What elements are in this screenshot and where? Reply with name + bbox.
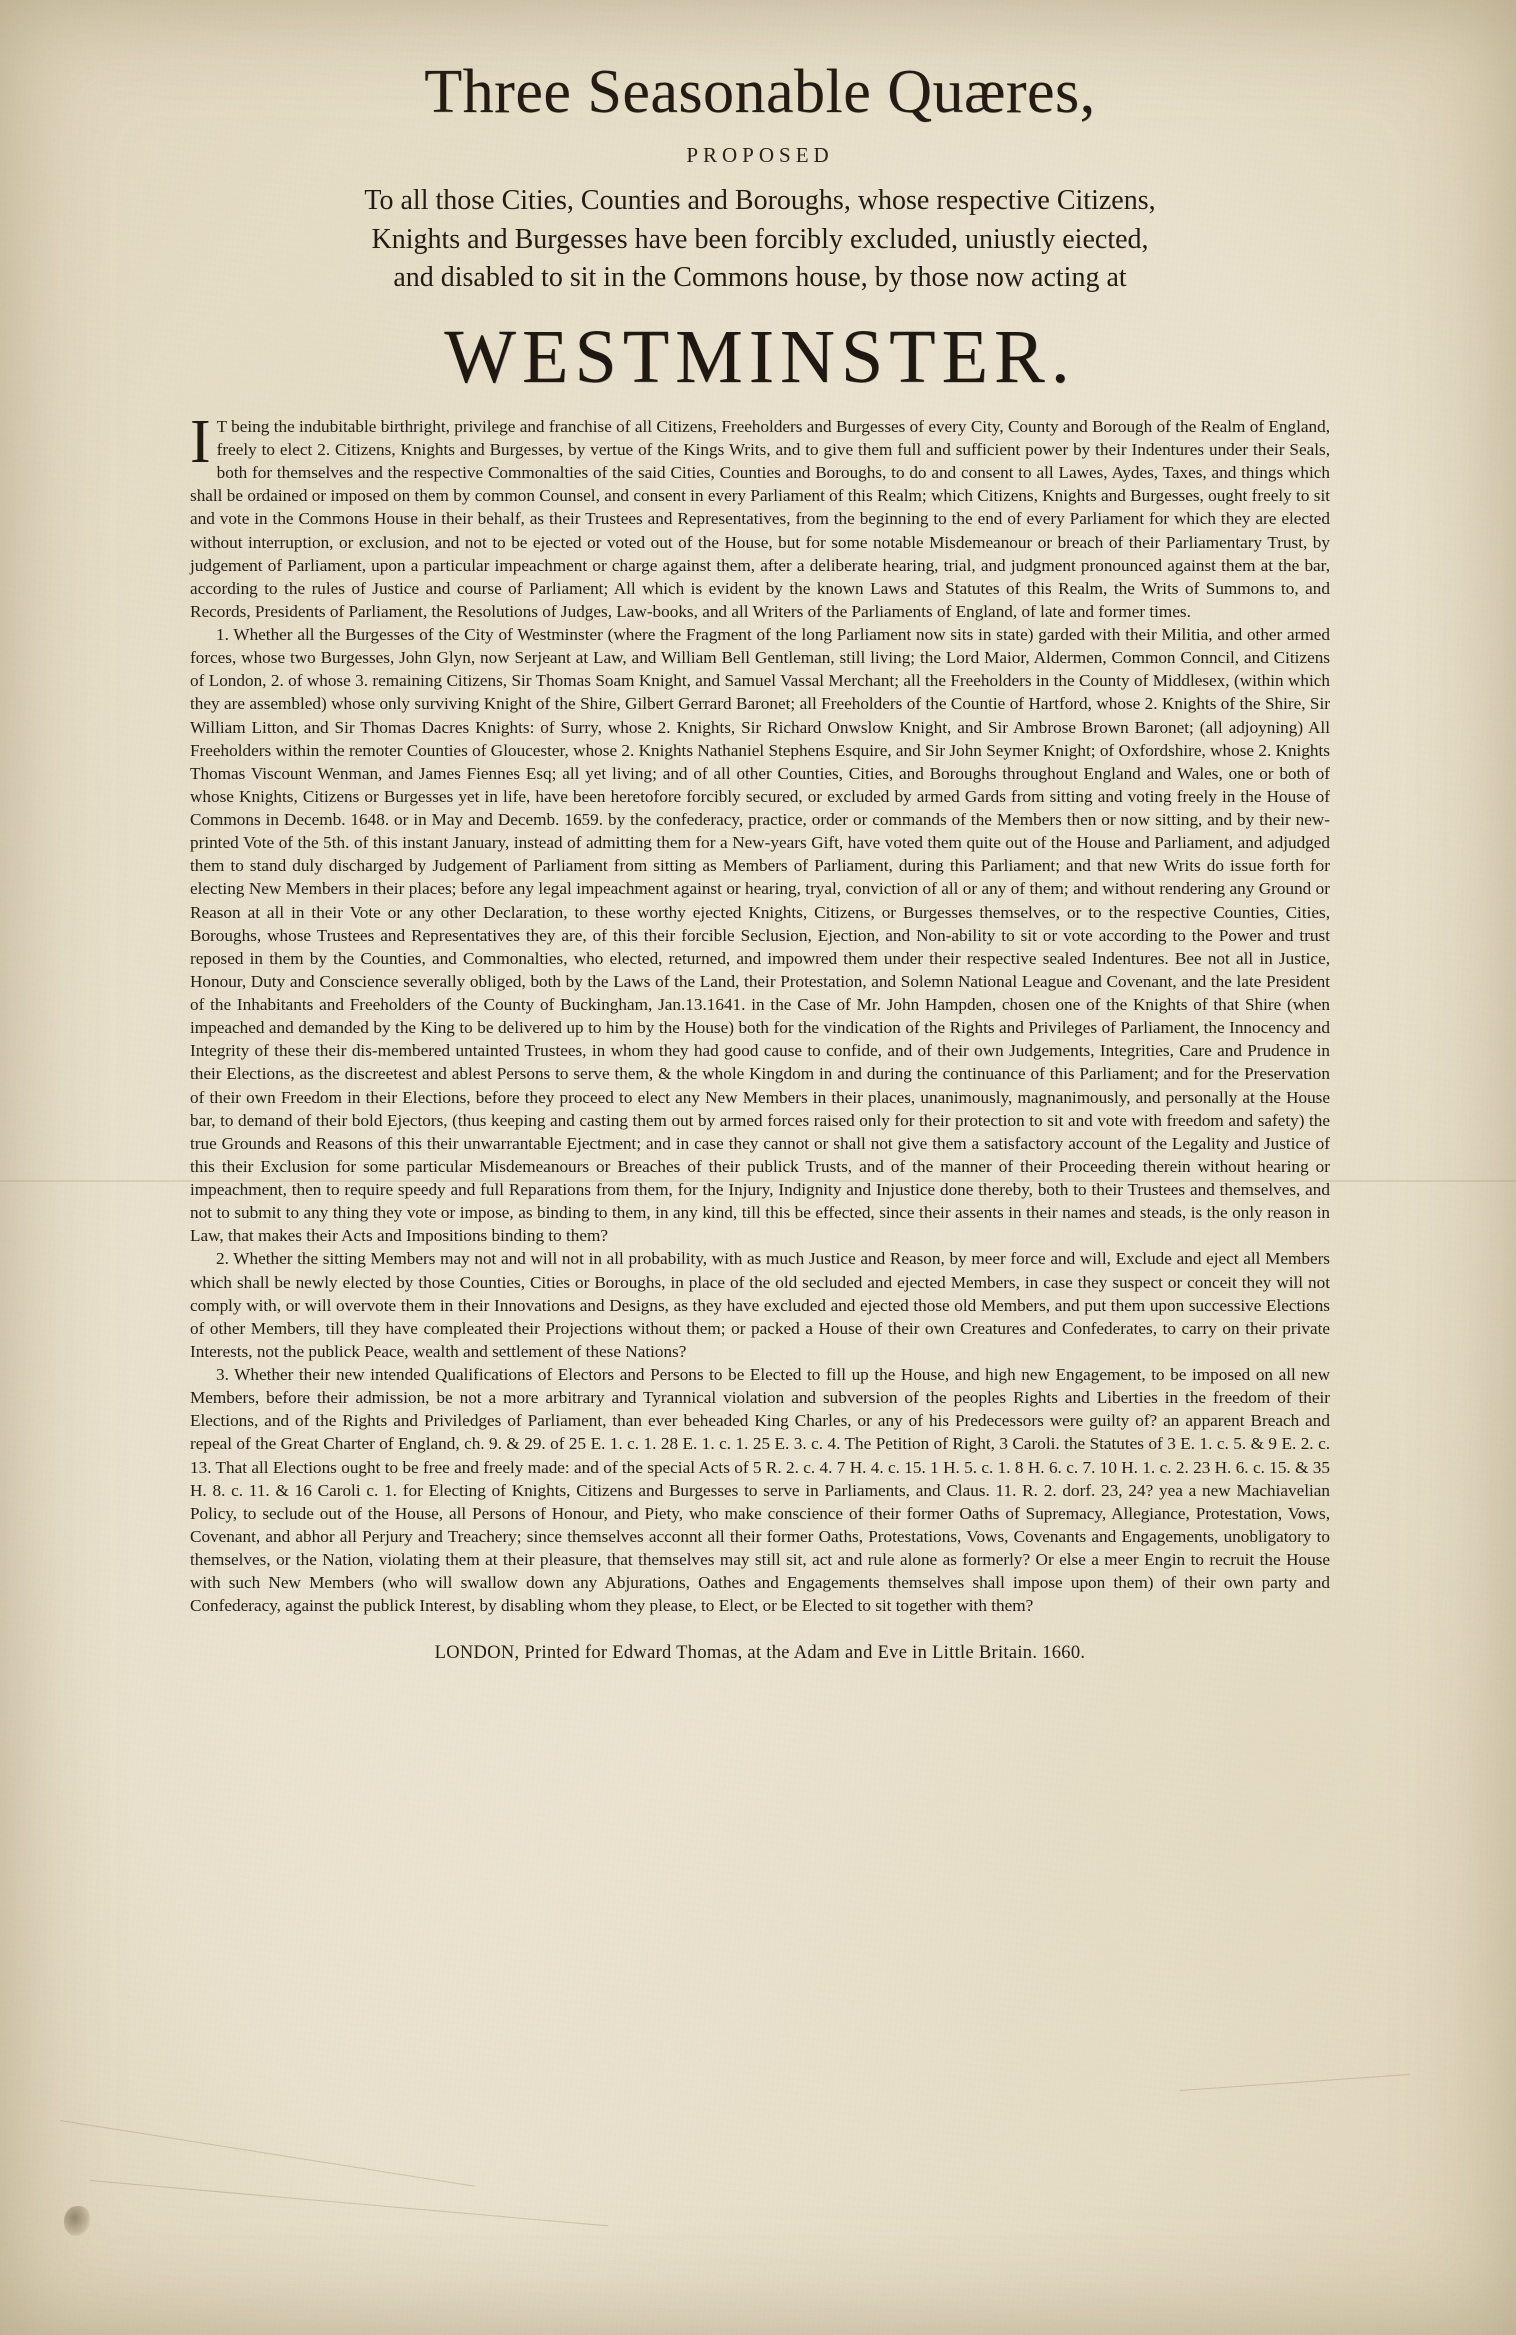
paper-scratch — [60, 2120, 475, 2187]
subtitle-block — [190, 182, 1330, 298]
paragraph-text: T being the indubitable birthright, privilege and franchise of all Citizens, Freeholders and Burgesses of every City, County and Borough of the Realm of England, freely to elect 2. Citizens, Knights and Burgesses, by vertue of the Kings Writs, and to give them full and sufficient power by their Indentures under their Seals, both for themselves and the respective Commonalties of the said Cities, Counties and Boroughs, to do and consent to all Lawes, Aydes, Taxes, and things which shall be ordained or imposed on them by common Counsel, and consent in every Parliament of this Realm; which Citizens, Knights and Burgesses, ought freely to sit and vote in the Commons House in their behalf, as their Trustees and Representatives, from the beginning to the end of every Parliament for which they are elected without interruption, or exclusion, and not to be ejected or voted out of the House, but for some notable Misdemeanour or breach of their Parliamentary Trust, by judgement of Parliament, upon a particular impeachment or charge against them, after a deliberate hearing, trial, and judgment pronounced against them at the bar, according to the rules of Justice and course of Parliament; All which is evident by the known Laws and Statutes of this Realm, the Writs of Summons to, and Records, Presidents of Parliament, the Resolutions of Judges, Law-books, and all Writers of the Parliaments of England, of late and former times. — [190, 416, 1330, 621]
drop-cap: I — [190, 407, 211, 476]
imprint-line: LONDON, Printed for Edward Thomas, at the Adam and Eve in Little Britain. 1660. — [434, 1643, 1086, 1664]
paper-scratch — [1180, 2074, 1410, 2091]
quaere-1: 1. Whether all the Burgesses of the City of Westminster (where the Fragment of the long Parliament now sits in state) garded with their Militia, and other armed forces, whose two Burgesses, John Glyn, now Serjeant at Law, and William Bell Gentleman, still living; the Lord Maior, Aldermen, Common Conncil, and Citizens of London, 2. of whose 3. remaining Citizens, Sir Thomas Soam Knight, and Samuel Vassal Merchant; all the Freeholders in the County of Middlesex, (within which they are assembled) whose only surviving Knight of the Shire, Gilbert Gerrard Baronet; all Freeholders of the Countie of Hartford, whose 2. Knights of the Shire, Sir William Litton, and Sir Thomas Dacres Knights: of Surry, whose 2. Knights, Sir Richard Onwslow Knight, and Sir Ambrose Brown Baronet; (all adjoyning) All Freeholders within the remoter Counties of Gloucester, whose 2. Knights Nathaniel Stephens Esquire, and Sir John Seymer Knight; of Oxfordshire, whose 2. Knights Thomas Viscount Wenman, and James Fiennes Esq; all yet living; and of all other Counties, Cities, and Boroughs throughout England and Wales, one or both of whose Knights, Citizens or Burgesses yet in life, have been heretofore forcibly secured, or excluded by armed Gards from sitting and voting freely in the House of Commons in Decemb. 1648. or in May and Decemb. 1659. by the confederacy, practice, order or commands of the Members then or now sitting, and by their new-printed Vote of the 5th. of this instant January, instead of admitting them for a New-years Gift, have voted them quite out of the House and Parliament, and adjudged them to stand duly discharged by Judgement of Parliament from sitting as Members of Parliament, during this Parliament; and that new Writs do issue forth for electing New Members in their places; before any legal impeachment against or hearing, tryal, conviction of all or any of them; and without rendering any Ground or Reason at all in their Vote or any other Declaration, to these worthy ejected Knights, Citizens, or Burgesses themselves, or to the respective Counties, Cities, Boroughs, whose Trustees and Representatives they are, of this their forcible Seclusion, Ejection, and Non-ability to sit or vote according to the Power and trust reposed in them by the Counties, and Commonalties, who elected, returned, and impowred them under their respective sealed Indentures. Bee not all in Justice, Honour, Duty and Conscience severally obliged, both by the Laws of the Land, their Protestation, and Solemn National League and Covenant, and the late President of the Inhabitants and Freeholders of the County of Buckingham, Jan.13.1641. in the Case of Mr. John Hampden, chosen one of the Knights of that Shire (when impeached and demanded by the King to be delivered up to him by the House) both for the vindication of the Rights and Privileges of Parliament, the Innocency and Integrity of these their dis-membered untainted Trustees, in whom they had good cause to confide, and of their own Judgements, Integrities, Care and Prudence in their Elections, as the discreetest and ablest Persons to serve them, & the whole Kingdom in and during the continuance of this Parliament; and for the Preservation of their own Freedom in their Elections, before they proceed to elect any New Members in their places, unanimously, magnanimously, and personally at the House bar, to demand of their bold Ejectors, (thus keeping and casting them out by armed forces raised only for their protection to sit and vote with freedom and safety) the true Grounds and Reasons of this their unwarrantable Ejectment; and in case they cannot or shall not give them a satisfactory account of the Legality and Justice of this their Exclusion for some particular Misdemeanours or Breaches of their publick Trusts, and of the manner of their Proceeding therein without hearing or impeachment, then to require speedy and full Reparations from them, for the Injury, Indignity and Injustice done thereby, both to their Trustees and themselves, and not to submit to any thing they vote or impose, as binding to them, in any kind, till this be effected, since their assents in their names and steads, is the only reason in Law, that makes their Acts and Impositions binding to them? — [190, 625, 1330, 1246]
document-content — [190, 60, 1330, 1664]
subtitle-line-2: Knights and Burgesses have been forcibly excluded, uniustly eiected, — [371, 223, 1149, 255]
body-text — [190, 407, 1330, 1618]
paper-scratch — [90, 2180, 608, 2226]
subtitle-line-1: To all those Cities, Counties and Boroughs, whose respective Citizens, — [364, 185, 1156, 217]
ink-stain — [64, 2206, 90, 2236]
proposed-label: PROPOSED — [686, 143, 834, 168]
headline-westminster: WESTMINSTER. — [444, 314, 1076, 399]
paragraph-opening — [190, 407, 1330, 623]
page-title: Three Seasonable Quæres, — [424, 58, 1096, 126]
quaere-2: 2. Whether the sitting Members may not and will not in all probability, with as much Justice and Reason, by meer force and will, Exclude and eject all Members which shall be newly elected by those Counties, Cities or Boroughs, in place of the old secluded and ejected Members, in case they suspect or conceit they will not comply with, or will overvote them in their Innovations and Designs, as they have excluded and ejected those old Members, and put them upon successive Elections of other Members, till they have compleated their Projections without them; or packed a House of their own Creatures and Confederates, to carry on their private Interests, not the publick Peace, wealth and settlement of these Nations? — [190, 1249, 1330, 1361]
quaere-3: 3. Whether their new intended Qualifications of Electors and Persons to be Elected to fill up the House, and high new Engagement, to be imposed on all new Members, before their admission, be not a more arbitrary and Tyrannical violation and subversion of the peoples Rights and Liberties in the freedom of their Elections, and of the Rights and Priviledges of Parliament, than ever beheaded King Charles, or any of his Predecessors were guilty of? an apparent Breach and repeal of the Great Charter of England, ch. 9. & 29. of 25 E. 1. c. 1. 28 E. 1. c. 1. 25 E. 3. c. 4. The Petition of Right, 3 Caroli. the Statutes of 3 E. 1. c. 5. & 9 E. 2. c. 13. That all Elections ought to be free and freely made: and of the special Acts of 5 R. 2. c. 4. 7 H. 4. c. 15. 1 H. 5. c. 1. 8 H. 6. c. 7. 10 H. 1. c. 2. 23 H. 6. c. 15. & 35 H. 8. c. 11. & 16 Caroli c. 1. for Electing of Knights, Citizens and Burgesses to serve in Parliaments, and Claus. 11. R. 2. dorf. 23, 24? yea a new Machiavelian Policy, to seclude out of the House, all Persons of Honour, and Piety, who make conscience of their former Oaths of Supremacy, Allegiance, Protestation, Vows, Covenant, and abhor all Perjury and Treachery; since themselves acconnt all their former Oaths, Protestations, Vows, Covenants and Engagements, unobligatory to themselves, or the Nation, violating them at their pleasure, that themselves may still sit, act and rule alone as formerly? Or else a meer Engin to recruit the House with such New Members (who will swallow down any Abjurations, Oathes and Engagements themselves shall impose upon them) of their own party and Confederacy, against the publick Interest, by disabling whom they please, to Elect, or be Elected to sit together with them? — [190, 1365, 1330, 1616]
subtitle-line-3: and disabled to sit in the Commons house, by those now acting at — [393, 262, 1127, 294]
